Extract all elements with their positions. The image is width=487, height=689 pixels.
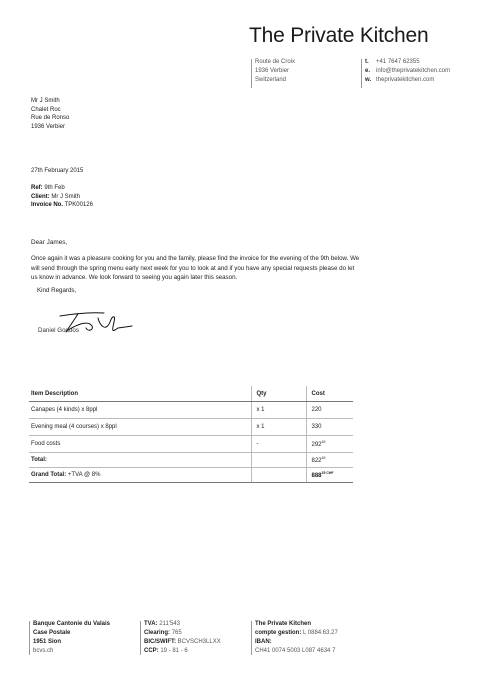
code-value: 19 - 81 - 6 [160, 647, 188, 654]
grand-total-qty-empty [251, 468, 306, 483]
invoice-label: Invoice No. [31, 202, 64, 209]
letter-date: 27th February 2015 [31, 168, 84, 174]
item-qty: x 1 [251, 419, 306, 436]
company-name: The Private Kitchen [249, 24, 429, 47]
invoice-value: TPK00126 [64, 202, 93, 209]
table-row [29, 402, 353, 419]
contact-phone [365, 58, 450, 67]
code-label: TVA: [144, 621, 158, 627]
cost-value: 292 [311, 442, 322, 448]
compte-value: L 0884.63.27 [303, 629, 338, 636]
table-header-row [29, 386, 353, 402]
contact-website [365, 76, 450, 85]
code-value: 765 [171, 629, 182, 636]
code-value: BCVSCH3LLXX [177, 638, 221, 645]
contact-email [365, 67, 450, 76]
footer-divider [140, 621, 141, 655]
bank-name: Banque Cantonie du Valais [33, 621, 111, 627]
account-details [255, 620, 338, 656]
reference-block [31, 184, 93, 210]
bank-website[interactable]: bcvs.ch [33, 647, 54, 654]
item-cost [306, 402, 353, 419]
grand-total-title: Grand Total: [31, 472, 67, 478]
sender-address-line: 1936 Verbier [255, 68, 290, 74]
contact-label: t. [365, 59, 369, 65]
footer-divider [251, 621, 252, 655]
grand-total-value: 888 [311, 473, 322, 479]
sender-address-line: Route de Croix [255, 59, 296, 65]
closing: Kind Regards, [37, 287, 77, 294]
recipient-line: Mr J Smith [31, 98, 60, 104]
footer-divider [29, 621, 30, 655]
grand-total-row [29, 468, 353, 483]
address-divider [251, 59, 252, 88]
contact-label: e. [365, 68, 371, 74]
item-description: Food costs [29, 436, 251, 453]
cost-cents: 45 [321, 440, 326, 444]
item-description: Canapes (4 kinds) x 8ppl [29, 402, 251, 419]
bank-line: 1951 Sion [33, 638, 62, 645]
contact-label: w. [365, 77, 372, 83]
item-description: Evening meal (4 courses) x 8ppl [29, 419, 251, 436]
table-row [29, 419, 353, 436]
item-qty: x 1 [251, 402, 306, 419]
recipient-line: 1936 Verbier [31, 123, 66, 130]
client-value: Mr J Smith [51, 193, 81, 200]
signature-name: Daniel Goddos [38, 327, 79, 334]
code-label: CCP: [144, 647, 159, 654]
cost-value: 220 [311, 407, 322, 413]
compte-label: compte gestion: [255, 629, 302, 636]
ref-value: 9th Feb [44, 185, 65, 191]
email-link[interactable]: info@theprivatekitchen.com [376, 68, 451, 74]
letter-body: Once again it was a pleasure cooking for you and the family, please find the invoice for the evening of the 9th below. We will send through the spring menu early next week for you to look at and if you have any special requests please do let us know in advance. We look forward to seeing you again later this season. [31, 255, 360, 282]
recipient-address [31, 97, 69, 131]
ref-label: Ref: [31, 185, 43, 191]
invoice-number-row [31, 201, 93, 210]
total-value: 822 [311, 458, 322, 464]
recipient-line: Chalet Roc [31, 106, 61, 113]
contact-block [365, 58, 450, 85]
account-name: The Private Kitchen [255, 621, 312, 627]
total-cost [306, 453, 353, 468]
header-item: Item Description [29, 386, 251, 402]
sender-address-line: Switzerland [255, 77, 287, 83]
website-link[interactable]: theprivatekitchen.com [376, 77, 435, 83]
table-row [29, 436, 353, 453]
code-value: 211'543 [159, 621, 180, 627]
iban-value: CH41 0074 5003 L087 4634 7 [255, 647, 336, 654]
grand-total-label [29, 468, 251, 483]
bank-codes [144, 620, 221, 656]
contact-divider [361, 59, 362, 88]
grand-total-cost [306, 468, 353, 483]
code-label: Clearing: [144, 629, 171, 636]
iban-label: IBAN: [255, 638, 272, 645]
item-qty: - [251, 436, 306, 453]
ref-row [31, 184, 93, 193]
bank-line: Case Postale [33, 629, 71, 636]
client-row [31, 193, 93, 202]
header-cost: Cost [306, 386, 353, 402]
greeting: Dear James, [31, 239, 68, 246]
item-cost [306, 436, 353, 453]
grand-total-cents: 25 CHF [321, 471, 334, 475]
recipient-line: Rue de Ronso [31, 115, 70, 122]
total-label: Total: [29, 453, 251, 468]
code-label: BIC/SWIFT: [144, 638, 176, 645]
grand-total-suffix: +TVA @ 8% [67, 472, 101, 478]
client-label: Client: [31, 193, 50, 200]
cost-value: 330 [311, 424, 322, 430]
invoice-table [29, 386, 353, 483]
bank-details [33, 620, 110, 656]
total-cents: 45 [321, 456, 326, 460]
phone-value: +41 7647 62355 [376, 59, 420, 65]
header-qty: Qty [251, 386, 306, 402]
item-cost [306, 419, 353, 436]
total-row [29, 453, 353, 468]
sender-address [255, 58, 295, 85]
total-qty-empty [251, 453, 306, 468]
